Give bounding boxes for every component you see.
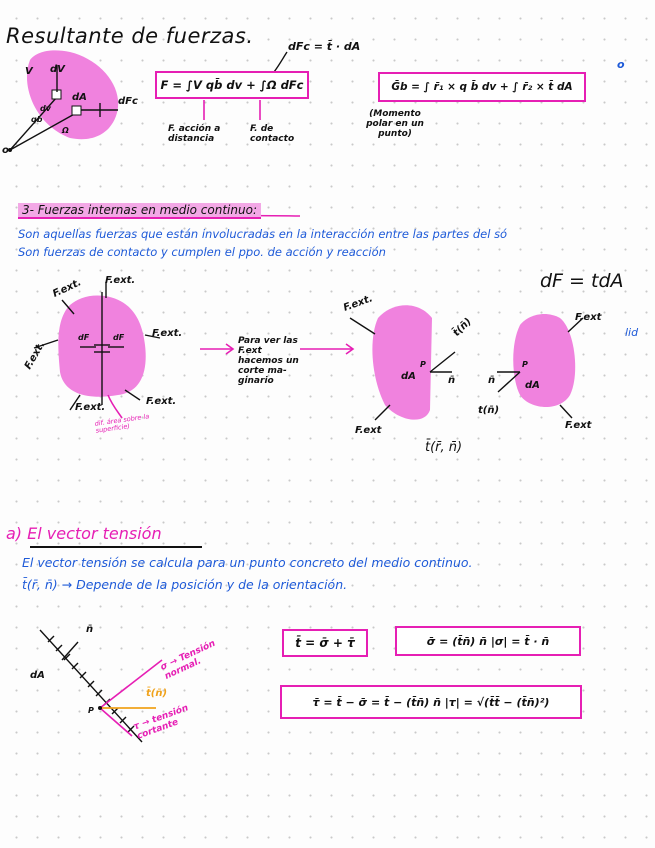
t-label-fig3: t̄(n̄) <box>146 688 168 699</box>
sigma-label: σ → Tensión normal. <box>159 638 218 682</box>
contact-force-note: F. de contacto <box>250 124 295 144</box>
fext-label-3: F.ext. <box>22 339 48 372</box>
moment-equation: Ḡb = ∫ r̄₁ × q b̄ dv + ∫ r̄₂ × t̄ dA <box>378 72 586 102</box>
side-note: lid <box>625 326 639 339</box>
t-n-label-right: t(n̄) <box>478 405 500 416</box>
dFc-annotation: dFc = t̄ · dA <box>288 40 361 53</box>
label-dv: dv <box>40 104 51 113</box>
fext-left-piece-label-2: F.ext <box>355 425 382 436</box>
label-dFc: dFc <box>118 96 138 107</box>
section3-line1: Son aquellas fuerzas que están involucradas en la interacción entre las partes del só <box>18 227 508 241</box>
section3-heading-text: 3- Fuerzas internas en medio continuo: <box>18 203 261 219</box>
box-t-decomposition: t̄ = σ̄ + τ̄ <box>282 629 368 657</box>
box-tau: τ̄ = t̄ − σ̄ = t̄ − (t̄n̄) n̄ |τ| = √(t̄t̄ − (t̄n̄)²) <box>280 685 582 719</box>
fext-left-piece-label-1: F.ext. <box>342 293 375 314</box>
t-n-label-left: t̄(n̄) <box>451 316 474 339</box>
dF-label-left: dF <box>78 333 90 342</box>
section-a-heading-text: a) El vector tensión <box>6 524 162 543</box>
label-origin: o <box>2 145 9 156</box>
point-P <box>98 706 102 710</box>
fext-label-6: F.ext. <box>146 396 177 407</box>
tau-vector <box>100 708 132 736</box>
fext-right-piece-label-2: F.ext <box>565 420 592 431</box>
surface-hatch <box>48 636 134 732</box>
label-V: V <box>25 66 33 77</box>
P-label-right: P <box>522 360 528 369</box>
surface-line <box>40 630 142 742</box>
label-omega: Ω <box>62 126 69 135</box>
normal-label: n̄ <box>86 624 94 635</box>
moment-note: (Momento polar en un punto) <box>366 109 424 139</box>
dA-label-fig3: dA <box>30 670 45 681</box>
page-title: Resultante de fuerzas. <box>6 24 254 48</box>
section-a-line1: El vector tensión se calcula para un punto concreto del medio continuo. <box>22 555 473 570</box>
distance-force-note: F. acción a distancia <box>168 124 221 144</box>
section3-line2: Son fuerzas de contacto y cumplen el ppo. de acción y reacción <box>18 245 386 259</box>
label-qb: qb <box>31 115 43 124</box>
n-label-right: n̄ <box>488 375 496 386</box>
dF-label-right: dF <box>113 333 125 342</box>
cut-note: Para ver las F.ext hacemos un corte ma- ginario <box>238 336 299 386</box>
P-label-left: P <box>420 360 426 369</box>
label-dV: dV <box>50 64 65 75</box>
dA-label-right: dA <box>525 380 540 391</box>
fext-label-1: F.ext. <box>51 277 84 300</box>
fext-label-4: F.ext. <box>152 328 183 339</box>
dA-label-left: dA <box>401 371 416 382</box>
fext-label-5: F.ext. <box>75 402 106 413</box>
section-a-line2: t̄(r̄, n̄) → Depende de la posición y de la orientación. <box>22 577 348 592</box>
box-sigma: σ̄ = (t̄n̄) n̄ |σ| = t̄ · n̄ <box>395 626 581 656</box>
dF-formula: dF = tdA <box>540 270 624 292</box>
sigma-vector <box>100 660 162 708</box>
fext-label-2: F.ext. <box>105 275 136 286</box>
label-dA: dA <box>72 92 87 103</box>
P-label-fig3: P <box>88 706 94 715</box>
fext-right-piece-label-1: F.ext <box>575 312 602 323</box>
tau-label: τ → tensión cortante <box>132 703 190 742</box>
normal-vector <box>62 642 78 660</box>
resultant-force-equation: F = ∫V qb̄ dv + ∫Ω dFc <box>155 71 309 99</box>
n-label-left: n̄ <box>448 375 456 386</box>
t-r-n-label: t̄(r̄, n̄) <box>425 440 463 455</box>
area-note: dif. área sobre la superficie) <box>94 412 150 435</box>
right-marker: o <box>617 58 625 71</box>
